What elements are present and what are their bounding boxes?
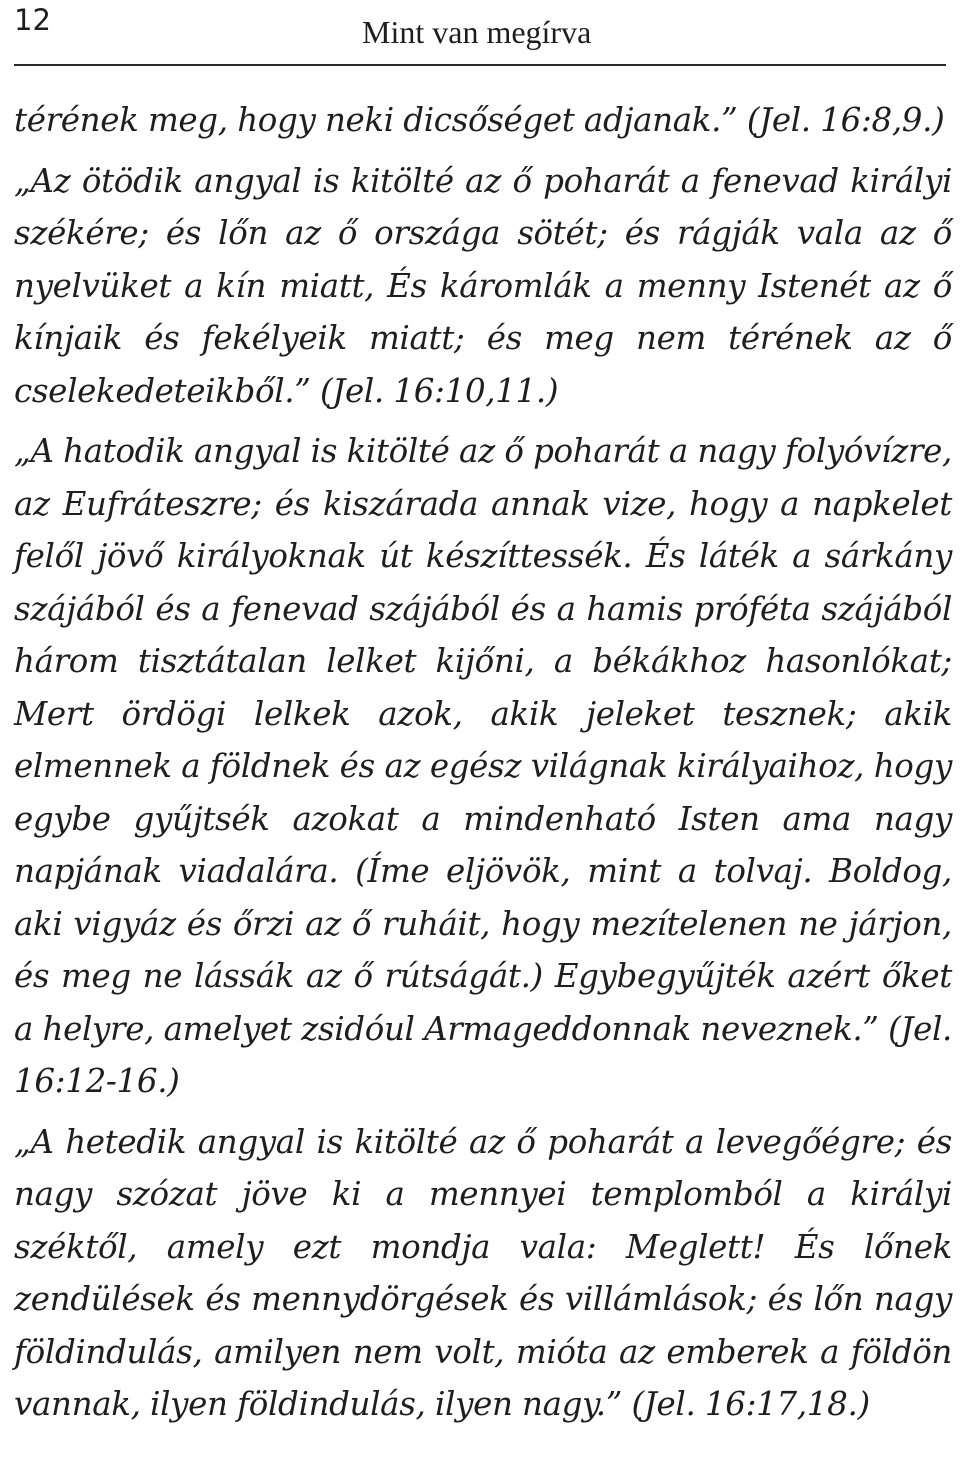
paragraph-fifth-angel: „Az ötödik angyal is kitölté az ő poharát a fenevad királyi székére; és lőn az ő országa sötét; és rágják vala az ő nyelvüket a kín miatt, És káromlák a menny Istenét az ő kínjaik és fekélyeik miatt; és meg nem térének az ő cselekedeteikből.” (Jel. 16:10,11.) xyxy=(14,161,952,410)
header-rule xyxy=(14,64,946,66)
page-header xyxy=(14,0,946,72)
paragraph-seventh-angel: „A hetedik angyal is kitölté az ő poharát a levegőégre; és nagy szózat jöve ki a mennyei templomból a királyi széktől, amely ezt mondja vala: Meglett! És lőnek zendülések és mennydörgések és villámlások; és lőn nagy földindulás, amilyen nem volt, mióta az emberek a földön vannak, ilyen földindulás, ilyen nagy.” (Jel. 16:17,18.) xyxy=(14,1122,952,1423)
running-title: Mint van megírva xyxy=(362,14,592,50)
paragraph-continuation: térének meg, hogy neki dicsőséget adjanak.” (Jel. 16:8,9.) xyxy=(14,101,945,139)
page-number: 12 xyxy=(14,3,51,37)
paragraph-sixth-angel: „A hatodik angyal is kitölté az ő poharát a nagy folyóvízre, az Eufráteszre; és kiszárada annak vize, hogy a napkelet felől jövő királyoknak út készíttessék. És láték a sárkány szájából és a fenevad szájából és a hamis próféta szájából három tisztátalan lelket kijőni, a békákhoz hasonlókat; Mert ördögi lelkek azok, akik jeleket tesznek; akik elmennek a földnek és az egész világnak királyaihoz, hogy egybe gyűjtsék azokat a mindenható Isten ama nagy napjának viadalára. (Íme eljövök, mint a tolvaj. Boldog, aki vigyáz és őrzi az ő ruháit, hogy mezítelenen ne járjon, és meg ne lássák az ő rútságát.) Egybegyűjték azért őket a helyre, amelyet zsidóul Armageddonnak neveznek.” (Jel. 16:12-16.) xyxy=(14,432,952,1100)
page-body xyxy=(14,94,952,1431)
